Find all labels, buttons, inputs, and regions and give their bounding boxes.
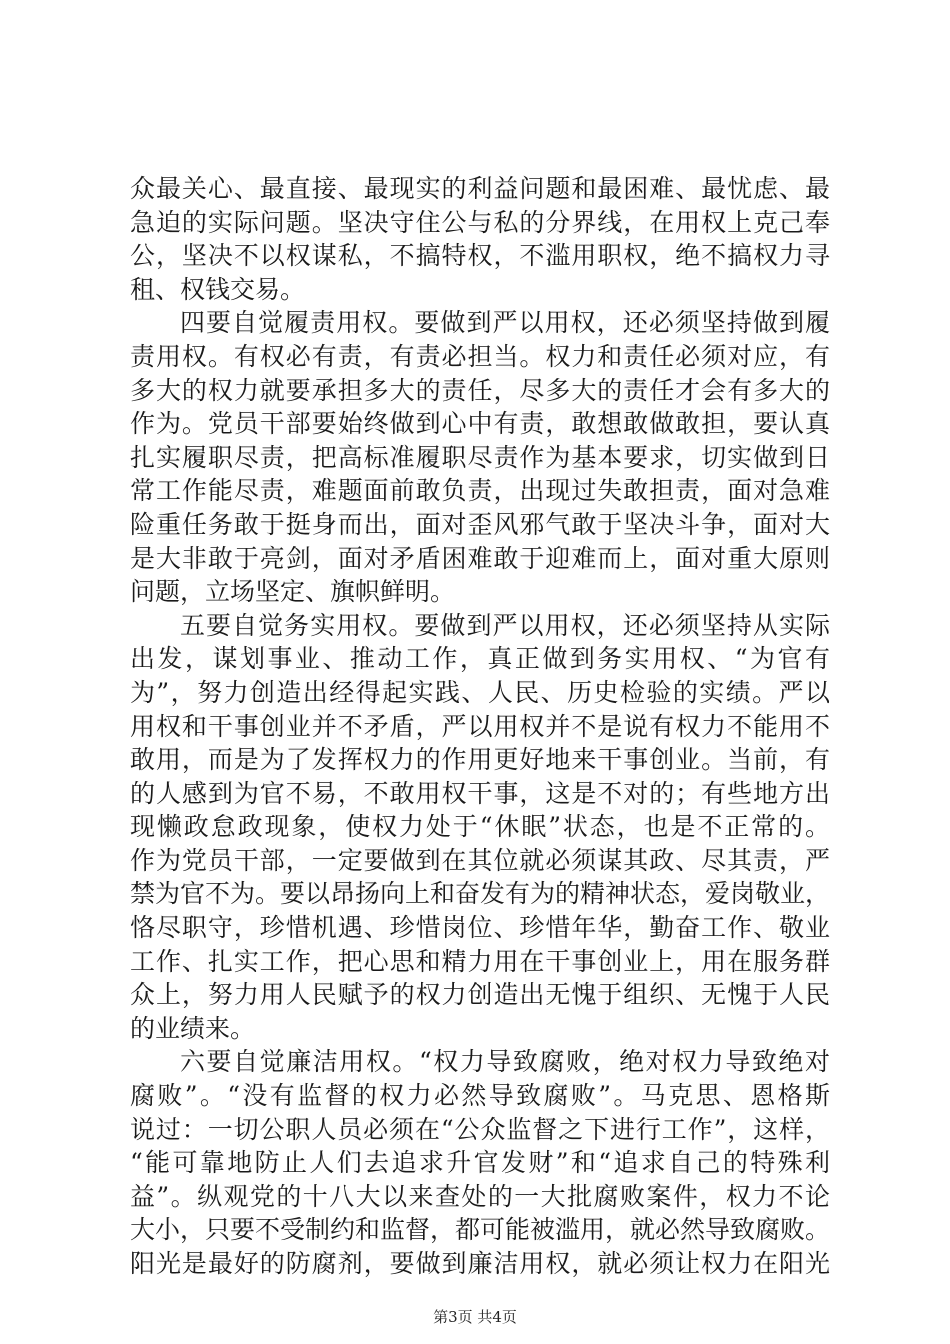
text-line: 多大的权力就要承担多大的责任，尽多大的责任才会有多大的 [130, 375, 830, 405]
document-body [130, 172, 830, 1281]
text-line: 急迫的实际问题。坚决守住公与私的分界线，在用权上克己奉 [130, 207, 830, 237]
text-line: 恪尽职守，珍惜机遇、珍惜岗位、珍惜年华，勤奋工作、敬业 [130, 913, 830, 943]
text-line: 众最关心、最直接、最现实的利益问题和最困难、最忧虑、最 [130, 174, 830, 203]
text-line: 作为。党员干部要始终做到心中有责，敢想敢做敢担，要认真 [130, 409, 830, 439]
text-line: 问题，立场坚定、旗帜鲜明。 [130, 577, 456, 607]
text-line: 险重任务敢于挺身而出，面对歪风邪气敢于坚决斗争，面对大 [130, 509, 830, 539]
text-line: 说过：一切公职人员必须在“公众监督之下进行工作”，这样， [130, 1114, 830, 1144]
text-line: 四要自觉履责用权。要做到严以用权，还必须坚持做到履 [180, 308, 830, 338]
text-line: 出发，谋划事业、推动工作，真正做到务实用权、“为官有 [130, 644, 830, 674]
text-line: 腐败”。“没有监督的权力必然导致腐败”。马克思、恩格斯 [130, 1081, 830, 1111]
text-line: 大小，只要不受制约和监督，都可能被滥用，就必然导致腐败。 [130, 1215, 831, 1245]
text-line: 的人感到为官不易，不敢用权干事，这是不对的；有些地方出 [130, 778, 830, 808]
text-line: 工作、扎实工作，把心思和精力用在干事创业上，用在服务群 [130, 946, 830, 976]
text-line: “能可靠地防止人们去追求升官发财”和“追求自己的特殊利 [130, 1148, 830, 1178]
text-line: 租、权钱交易。 [130, 274, 306, 304]
text-line: 是大非敢于亮剑，面对矛盾困难敢于迎难而上，面对重大原则 [130, 543, 830, 573]
text-line: 益”。纵观党的十八大以来查处的一大批腐败案件，权力不论 [130, 1181, 830, 1211]
page-number-footer: 第3页 共4页 [433, 1308, 517, 1326]
text-line: 阳光是最好的防腐剂，要做到廉洁用权，就必须让权力在阳光 [130, 1249, 830, 1278]
text-line: 常工作能尽责，难题面前敢负责，出现过失敢担责，面对急难 [130, 476, 830, 506]
text-line: 众上，努力用人民赋予的权力创造出无愧于组织、无愧于人民 [130, 980, 830, 1010]
text-line: 为”，努力创造出经得起实践、人民、历史检验的实绩。严以 [130, 677, 830, 707]
text-line: 五要自觉务实用权。要做到严以用权，还必须坚持从实际 [180, 610, 830, 640]
text-line: 扎实履职尽责，把高标准履职尽责作为基本要求，切实做到日 [130, 442, 830, 472]
text-line: 用权和干事创业并不矛盾，严以用权并不是说有权力不能用不 [130, 711, 830, 741]
text-line: 作为党员干部，一定要做到在其位就必须谋其政、尽其责，严 [130, 845, 830, 875]
text-line: 公，坚决不以权谋私，不搞特权，不滥用职权，绝不搞权力寻 [130, 241, 830, 271]
text-line: 责用权。有权必有责，有责必担当。权力和责任必须对应，有 [130, 341, 830, 371]
text-line: 禁为官不为。要以昂扬向上和奋发有为的精神状态，爱岗敬业， [130, 879, 831, 909]
text-line: 敢用，而是为了发挥权力的作用更好地来干事创业。当前，有 [130, 745, 830, 775]
text-line: 六要自觉廉洁用权。“权力导致腐败，绝对权力导致绝对 [180, 1047, 830, 1077]
text-line: 现懒政怠政现象，使权力处于“休眠”状态，也是不正常的。 [130, 812, 830, 842]
text-line: 的业绩来。 [130, 1013, 256, 1043]
